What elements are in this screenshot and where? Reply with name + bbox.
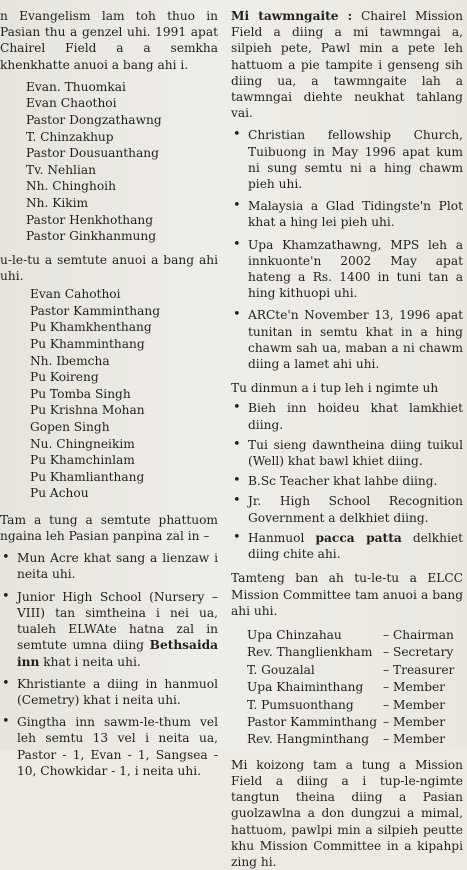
worker-name: Pu Khamkhenthang: [30, 320, 152, 335]
committee-member-name: Pastor Kamminthang: [247, 714, 378, 729]
item-text: khat i neita uhi.: [39, 654, 141, 669]
current-workers-list: [30, 286, 218, 502]
supporters-paragraph: [231, 8, 463, 121]
worker-name: Pu Khamchinlam: [30, 453, 135, 468]
committee-intro: Tamteng ban ah tu-le-tu a ELCC Mission Committee tam anuoi a bang ahi uhi.: [231, 571, 463, 618]
committee-row: [247, 627, 454, 644]
worker-name: Nu. Chingneikim: [30, 436, 135, 451]
worker-name: Pu Krishna Mohan: [30, 403, 145, 418]
worker-name: Pastor Ginkhanmung: [26, 229, 156, 244]
supporters-heading-text: Chairel Mission Field a diing a mi tawmngai a, silpieh pete, Pawl min a pete leh hattuom a pie tampite i genseng sih diing ua, a tawmngaite lah a tawmngai diehte neukhat tahlang vai.: [231, 9, 463, 121]
list-item: • Upa Khamzathawng, MPS leh a innkuonte'n 2002 May apat hateng a Rs. 1400 in tuni tan a hing kithuopi uhi.: [231, 237, 463, 302]
list-item: [231, 437, 463, 469]
item-text: Jr. High School Recognition Government a delkhiet diing.: [248, 494, 463, 525]
list-item: • Christian fellowship Church, Tuibuong in May 1996 apat kum ni sung semtu ni a hing chawm pieh uhi.: [231, 127, 463, 192]
item-text: Tui sieng dawntheina diing tuikul (Well) khat bawl khiet diing.: [248, 437, 463, 469]
worker-name: Pu Koireng: [30, 370, 99, 385]
committee-row: [247, 662, 454, 679]
committee-row: [247, 714, 454, 731]
goals-list: [231, 400, 463, 562]
committee-member-role: – Chairman: [383, 627, 454, 642]
worker-name: Tv. Nehlian: [26, 162, 96, 177]
worker-name: Nh. Chinghoih: [26, 179, 116, 194]
committee-member-name: T. Gouzalal: [247, 662, 315, 677]
worker-name: Evan Chaothoi: [26, 96, 117, 111]
worker-name: Evan Cahothoi: [30, 287, 121, 302]
current-workers-intro: u-le-tu a semtute anuoi a bang ahi uhi.: [0, 252, 218, 283]
item-text: Bieh inn hoideu khat lamkhiet diing.: [248, 401, 463, 432]
worker-name: T. Chinzakhup: [26, 129, 114, 144]
committee-member-role: – Member: [383, 680, 446, 695]
list-item: [231, 493, 463, 525]
worker-name: Nh. Ibemcha: [30, 353, 110, 368]
goals-subheading: Tu dinmun a i tup leh i ngimte uh: [231, 381, 439, 396]
bold-text: Bethsaida inn: [17, 638, 218, 669]
list-item: [231, 473, 463, 489]
worker-name: Pu Tomba Singh: [30, 386, 131, 401]
supporters-list: [231, 127, 463, 372]
committee-table: [247, 627, 454, 749]
item-text: Hanmuol: [248, 530, 316, 545]
worker-name: Gopen Singh: [30, 419, 110, 434]
committee-member-name: Upa Chinzahau: [247, 627, 342, 642]
list-item: [0, 550, 218, 582]
worker-name: Evan. Thuomkai: [26, 79, 126, 94]
list-item: [231, 400, 463, 432]
worker-name: Pastor Dousuanthang: [26, 146, 159, 161]
worker-name: Pu Achou: [30, 486, 89, 501]
list-item: [0, 714, 218, 779]
item-text: B.Sc Teacher khat lahbe diing.: [248, 474, 438, 489]
committee-member-name: Rev. Hangminthang: [247, 732, 370, 747]
item-text: Mun Acre khat sang a lienzaw i neita uhi.: [17, 551, 218, 582]
committee-member-role: – Member: [383, 732, 446, 747]
item-text: Gingtha inn sawm-le-thum vel leh semtu 13 vel i neita ua, Pastor - 1, Evan - 1, Sangsea - 10, Chowkidar - 1, i neita uhi.: [17, 715, 218, 778]
item-text: delkhiet diing chite ahi.: [248, 530, 463, 562]
item-text: Khristiante a diing in hanmuol (Cemetry) khat i neita uhi.: [17, 676, 218, 707]
supporters-heading: Mi tawmngaite :: [231, 9, 353, 23]
committee-member-role: – Secretary: [383, 645, 454, 660]
committee-row: [247, 679, 454, 696]
worker-name: Pastor Henkhothang: [26, 212, 154, 227]
right-column: [231, 8, 463, 870]
committee-member-name: Upa Khaiminthang: [247, 680, 364, 695]
first-workers-list: [26, 79, 218, 245]
worker-name: Pu Khamlianthang: [30, 469, 145, 484]
committee-member-role: – Treasurer: [383, 662, 455, 677]
achievements-list: [0, 550, 218, 779]
left-intro-paragraph: n Evangelism lam toh thuo in Pasian thu a genzel uhi. 1991 apat Chairel Field a a semkha khenkhatte anuoi a bang ahi i.: [0, 9, 218, 72]
worker-name: Pu Khamminthang: [30, 336, 145, 351]
left-column: [0, 8, 218, 779]
worker-name: Nh. Kikim: [26, 195, 89, 210]
list-item: [231, 530, 463, 562]
list-item: • ARCte'n November 13, 1996 apat tunitan in semtu khat in a hing chawm sah ua, maban a ni chawm diing a lamet ahi uhi.: [231, 307, 463, 372]
worker-name: Pastor Dongzathawng: [26, 113, 162, 127]
committee-member-role: – Member: [383, 714, 446, 729]
list-item: [0, 589, 218, 670]
closing-paragraph: Mi koizong tam a tung a Mission Field a diing a i tup-le-ngimte tangtun theina diing a Pasian guolzawlna a don dungzui a mimal, hattuom, pawlpi min a silpieh peutte khu Mission Committee in a kipahpi zing hi.: [231, 757, 463, 869]
item-text: Junior High School (Nursery – VIII) tan simtheina i nei ua, tualeh ELWAte hatna zal in semtute umna diing: [17, 589, 218, 653]
committee-member-name: T. Pumsuonthang: [247, 697, 354, 712]
worker-name: Pastor Kamminthang: [30, 303, 161, 318]
committee-row: [247, 731, 454, 748]
committee-row: [247, 697, 454, 714]
committee-member-name: Rev. Thanglienkham: [247, 645, 373, 660]
committee-row: [247, 644, 454, 661]
achievements-intro: Tam a tung a semtute phattuom ngaina leh Pasian panpina zal in –: [0, 512, 218, 544]
committee-member-role: – Member: [383, 697, 446, 712]
list-item: [0, 676, 218, 708]
list-item: • Malaysia a Glad Tidingste'n Plot khat a hing lei pieh uhi.: [231, 198, 463, 230]
bold-text: pacca patta: [315, 530, 402, 545]
